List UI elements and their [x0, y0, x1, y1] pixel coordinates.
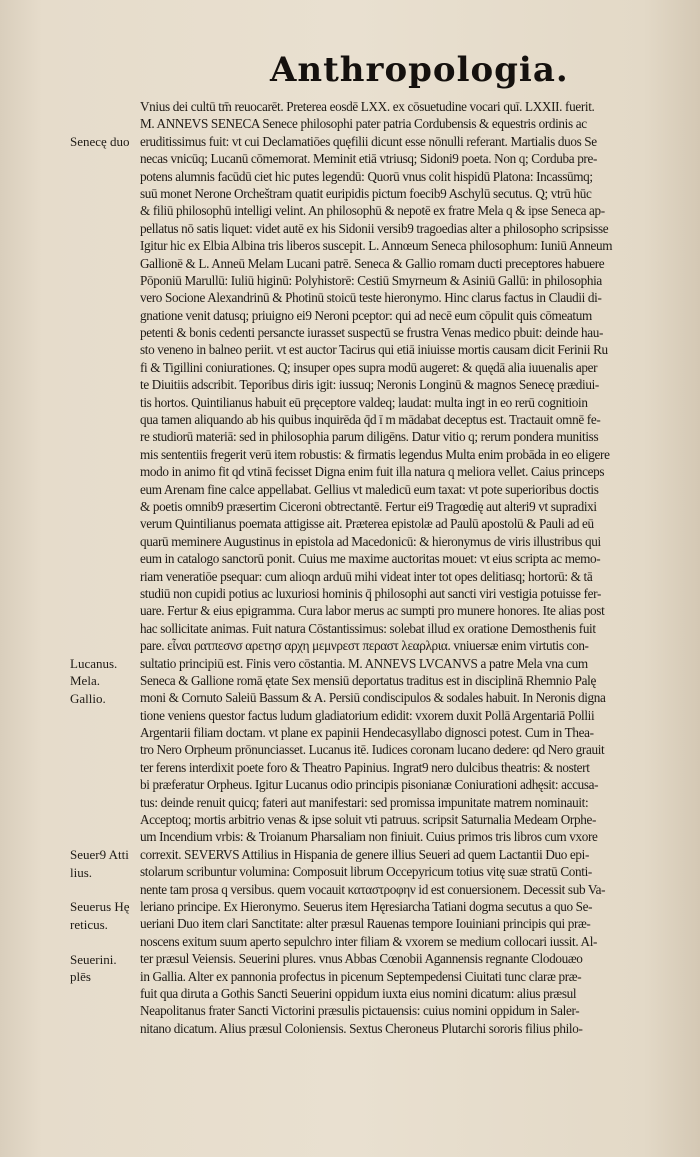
text-line: bi præferatur Orpheus. Igitur Lucanus odio principis pisonianæ Coniurationi adhęsit: accusa- [140, 777, 599, 793]
text-line: nente tam prosa q versibus. quem vocauit καταστροφην id est conuersionem. Decessit sub Va- [140, 881, 606, 897]
text-line: suū monet Nerone Orcheštram quatit euripidis pictum foecib9 Aschylū secutus. Q; vtrū hūc [140, 185, 592, 201]
margin-note-line: Gallio. [70, 690, 106, 706]
margin-note [70, 951, 140, 986]
text-line: tis hortos. Quintilianus habuit eū pręceptore valdeq; laudat: multa ingt in eo rerū cognitioin [140, 394, 588, 410]
text-line: uare. Fertur & eius epigramma. Cura labor merus ac sumpti pro munere honores. Ite alias post [140, 603, 605, 619]
text-line: nitano dicatum. Alius præsul Coloniensis. Sextus Cheroneus Plutarchi sororis filius philo- [140, 1020, 583, 1036]
text-line: ueriani Duo item clari Sanctitate: alter præsul Rauenas tempore Iouiniani principis qui præ- [140, 916, 591, 932]
margin-note [70, 898, 140, 933]
text-line: potens alumnis facūdū ciet hic putes legendū: Quorū vnus colit hispidū Platona: Incassūmq; [140, 168, 593, 184]
text-line: re studiorū materiā: sed in philosophia parum diligēns. Datur vitio q; rerum pondera munitiss [140, 429, 599, 445]
text-line: fi & Tigillini coniurationes. Q; insuper opes supra modū augeret: & quędā alia iuuenalis aper [140, 359, 598, 375]
text-line: in Gallia. Alter ex pannonia profectus in picenum Septempedensi Ciuitati tunc claræ præ- [140, 968, 582, 984]
text-line: quarū meminere Augustinus in epistola ad Macedonicū: & hieronymus de viris illustribus qui [140, 533, 601, 549]
text-line: moni & Cornuto Saleiū Bassum & A. Persiū condiscipulos & sodales habuit. In Neronis digna [140, 690, 606, 706]
text-line: hac sollicitate animas. Fuit natura Cōstantissimus: solebat illud ex oratione Demosthenis fuit [140, 620, 596, 636]
text-line: leriano principe. Ex Hieronymo. Seuerus item Hęresiarcha Tatiani dogma secutus a quo Se- [140, 898, 593, 914]
text-line: modo in animo fit qd vtinā fecisset Digna enim fuit illa natura q meliora vellet. Caius princeps [140, 464, 605, 480]
text-line: riam veneratiōe psequar: cum alioqn arduū mihi videat inter tot opes delitiasq; hortorū: & tā [140, 568, 593, 584]
text-line: stolarum scribuntur volumina: Composuit librum Occepyricum totius vitę suæ stratū Conti- [140, 864, 592, 880]
text-line: eum in catalogo sanctorū ponit. Cuius me maxime auctoritas mouet: vt eius scripta ac memo- [140, 551, 601, 567]
text-line: Igitur hic ex Elbia Albina tris liberos suscepit. L. Annœum Seneca philosophum: Iuniū Anneum [140, 238, 613, 254]
margin-notes [0, 0, 140, 1157]
text-line: Neapolitanus frater Sancti Victorini præsulis pictauensis: cuius nomini oppidum in Saler- [140, 1003, 580, 1019]
text-line: Seneca & Gallione romā ętate Sex mensiū deportatus traditus est in disciplinā Rhemnio Palę [140, 672, 596, 688]
margin-note-line: Seuerus Hę [70, 899, 130, 915]
main-text-block [140, 98, 685, 1037]
text-line: Vnius dei cultū tm̄ reuocarēt. Preterea eosdē LXX. ex cōsuetudine vocari quī. LXXII. fuerit. [140, 99, 595, 114]
margin-note-line: Seuerini. [70, 951, 117, 967]
text-line: te Diuitiis adscribit. Teporibus diris igit: iussuq; Neronis Longinū & magnos Senecę prædiui- [140, 377, 599, 393]
text-line: tione veniens questor factus ludum gladiatorium edidit: vxorem duxit Pollā Argentariā Pollii [140, 707, 595, 723]
text-line: & filiū philosophū intelligi velint. An philosophū & nepotē ex fratre Mela q & ipse Seneca ap- [140, 203, 605, 219]
text-line: mis sententiis fregerit verū item robustis: & firmatis legendus Multa enim probāda in eo eligere [140, 446, 610, 462]
running-head: Anthropologia. [270, 50, 569, 90]
text-line: Argentarii filiam doctam. vt plane ex papinii Hendecasyllabo dignosci potest. Cum in Thea- [140, 725, 594, 741]
text-line: eum Arenam fine calce appellabat. Gellius vt maledicū eum taxat: vt pote superioribus doctis [140, 481, 599, 497]
text-line: sultatio principiū est. Finis vero cōstantia. M. ANNEVS LVCANVS a patre Mela vna cum [140, 655, 588, 671]
text-line: studiū non cupidi potius ac luxuriosi hominis q̄ philosophi aut sancti viri vestigia potuisse fer- [140, 585, 602, 601]
text-line: tro Nero Orpheum prōnunciasset. Lucanus itē. Iudices coronam lucano dedere: qd Nero grauit [140, 742, 605, 758]
margin-note-line: Mela. [70, 673, 100, 689]
margin-note [70, 133, 140, 150]
text-line: ter præsul Veiensis. Seuerini plures. vnus Abbas Cœnobii Agannensis regnante Clodouæo [140, 951, 583, 967]
text-line: qua tamen aliquando ab his quibus inquirēda q̄d ī m mādabat deceptus est. Tractauit omnē fe- [140, 412, 601, 428]
text-line: gnatione venit datusq; priuigno ei9 Neroni pceptor: qui ad necē eum cōpulit quis cōmeatum [140, 307, 592, 323]
text-line: fuit qua diruta a Gothis Sancti Seuerini oppidum iuxta eius nomini dicatum: alius præsul [140, 985, 577, 1001]
text-line: Gallionē & L. Anneū Melam Lucani patrē. Seneca & Gallio romam ducti preceptores habuere [140, 255, 605, 271]
margin-note-line: Lucanus. [70, 655, 118, 671]
text-line: noscens exitum suum aperto sepulchro inter filiam & vxorem se medium collocari iussit. Al- [140, 933, 598, 949]
margin-note-line: lius. [70, 864, 93, 880]
margin-note-line: Seuer9 Atti [70, 847, 129, 863]
text-line: vero Socione Alexandrinū & Photinū stoicū teste hieronymo. Hinc clarus factus in Claudii di- [140, 290, 602, 306]
text-line: pellatus nō satis liquet: videt autē ex his Sidonii versib9 tragoedias alter a philosopho scripsisse [140, 220, 609, 236]
text-line: ter ferens interdixit poete foro & Theatro Papinius. Ingrat9 nero dulcibus theatris: & nostert [140, 759, 590, 775]
text-line: necas vnicūq; Lucanū cōmemorat. Meminit etiā vtriusq; Sidoni9 poeta. Non q; Corduba pre- [140, 151, 598, 167]
margin-note-line: Senecę duo [70, 133, 130, 149]
text-line: um Incendium vrbis: & Troianum Pharsaliam non finiuit. Cuius primos tris libros cum vxore [140, 829, 598, 845]
text-line: Acceptoq; mortis arbitrio venas & ipse soluit vti patruus. scripsit Saturnalia Medeam Orphe- [140, 812, 596, 828]
margin-note-line: reticus. [70, 916, 108, 932]
margin-note-line: plēs [70, 969, 91, 984]
text-line: & poetis omnib9 præsertim Ciceroni obtrectantē. Fertur ei9 Tragœdię aut alteri9 vt supradixi [140, 498, 597, 514]
text-line: tus: deinde renuit quicq; fateri aut manifestari: sed promissa impunitate matrem nominauit: [140, 794, 589, 810]
text-line: Pōponiū Marullū: Iuliū higinū: Polyhistorē: Cestiū Smyrneum & Asiniū Gallū: in philosophia [140, 272, 602, 288]
text-line: eruditissimus fuit: vt cui Declamatiōes quęfilii dicunt esse nōnulli referant. Martialis duos Se [140, 133, 597, 149]
text-line: pare. εἶναι ρατπεσνσ αρετησ αρχη μεμνρεστ περαστ λεαρλρια. vniuersæ enim virtutis con- [140, 638, 589, 654]
text-line: verum Quintilianus poemata attigisse ait. Præterea epistolæ ad Paulū apostolū & Pauli ad eū [140, 516, 594, 532]
margin-note [70, 846, 140, 881]
text-line: M. ANNEVS SENECA Senece philosophi pater patria Cordubensis & equestris ordinis ac [140, 116, 587, 132]
margin-note [70, 655, 140, 707]
text-line: petenti & bonis cedenti persancte iurasset suspectū se frustra Venas medico pbuit: deinde hau- [140, 325, 604, 341]
text-line: correxit. SEVERVS Attilius in Hispania de genere illius Seueri ad quem Lactantii Duo epi- [140, 846, 590, 862]
text-line: sto veneno in balneo periit. vt est auctor Tacirus qui etiā iniuisse mortis causam dicit Ferinii Ru [140, 342, 608, 358]
